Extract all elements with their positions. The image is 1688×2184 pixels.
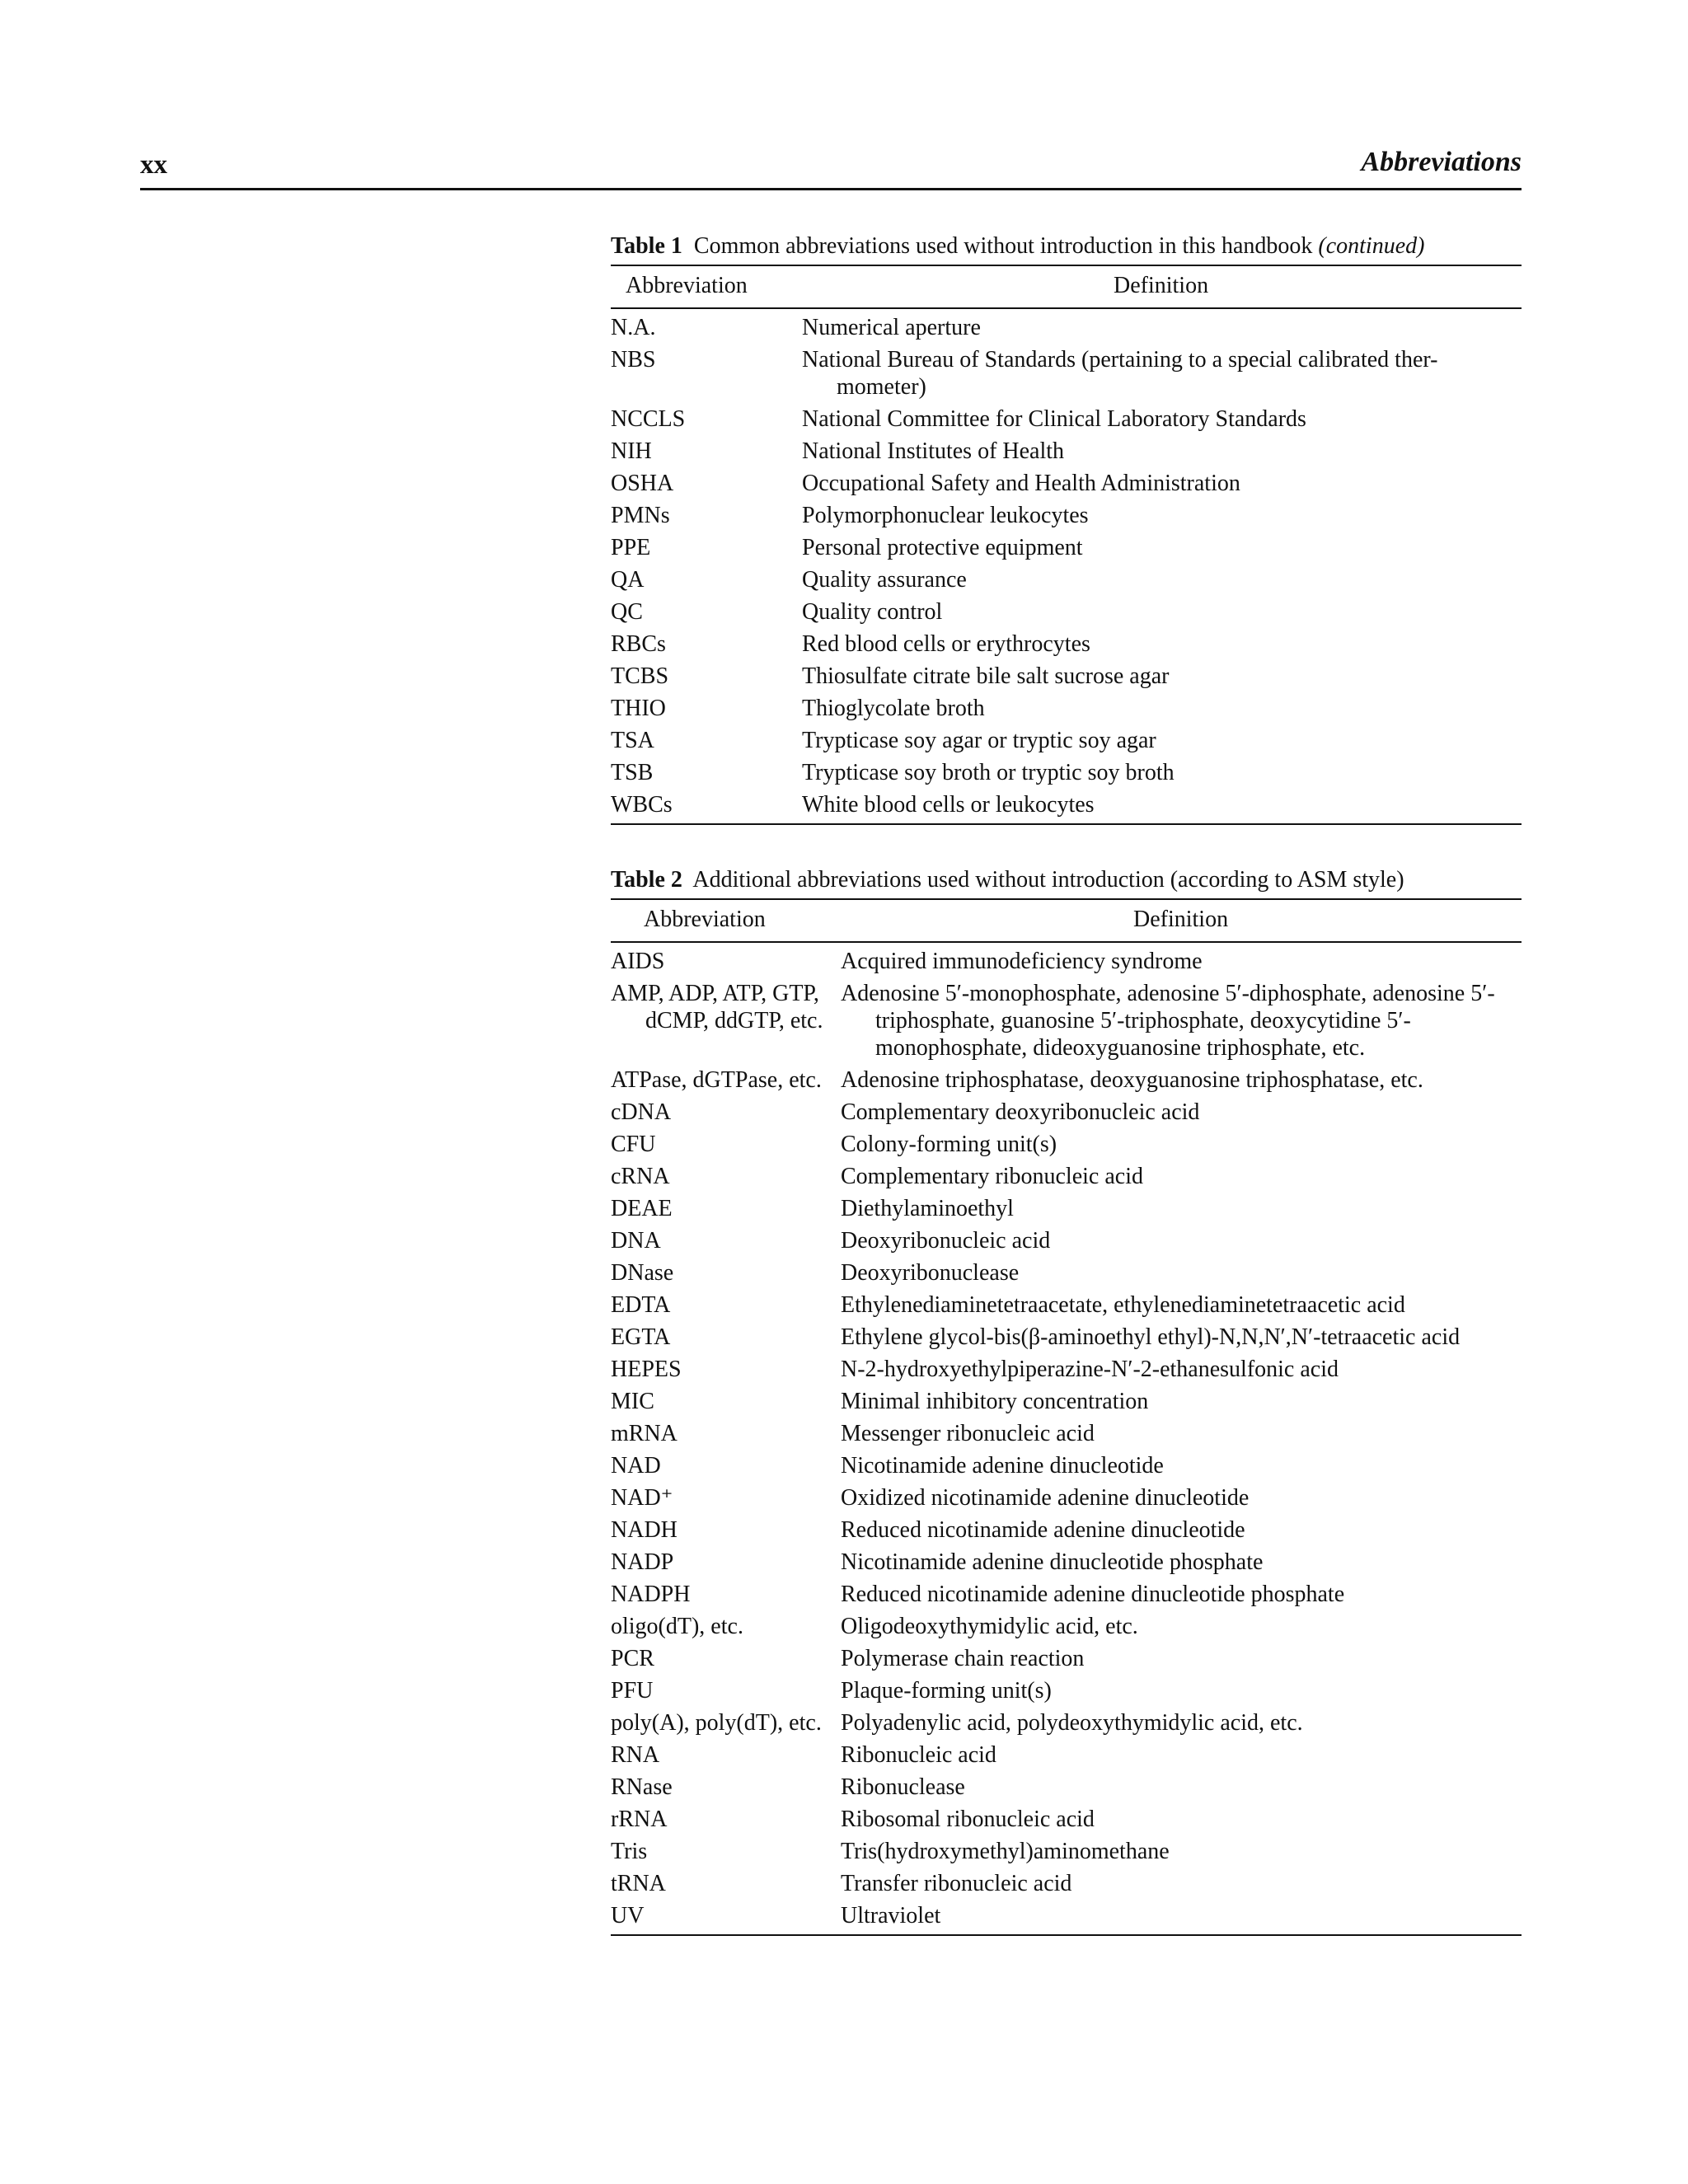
table-row (611, 502, 1522, 529)
running-head (140, 147, 1522, 190)
definition-cell: Deoxyribonuclease (841, 1260, 1020, 1286)
abbreviation-cell: EGTA (611, 1324, 671, 1350)
table-2-body (611, 948, 1522, 1929)
table-2-label: Table 2 (611, 867, 682, 893)
table-row (611, 438, 1522, 465)
definition-cell: Plaque-forming unit(s) (841, 1678, 1052, 1704)
abbreviation-cell: PCR (611, 1646, 654, 1671)
table-row (611, 1227, 1522, 1254)
definition-cell: Red blood cells or erythrocytes (802, 631, 1090, 657)
abbreviation-cell: oligo(dT), etc. (611, 1614, 743, 1639)
definition-cell: Quality control (802, 599, 943, 625)
table-1-caption-suffix: (continued) (1318, 233, 1425, 259)
definition-cell: Acquired immunodeficiency syndrome (841, 949, 1203, 974)
definition-cell: N-2-hydroxyethylpiperazine-N′-2-ethanesulfonic acid (841, 1357, 1339, 1382)
definition-cell: Trypticase soy agar or tryptic soy agar (802, 728, 1156, 753)
table-row (611, 1099, 1522, 1126)
definition-cell: Polyadenylic acid, polydeoxythymidylic acid, etc. (841, 1710, 1303, 1736)
table-row (611, 1645, 1522, 1672)
definition-cell: Nicotinamide adenine dinucleotide phosphate (841, 1549, 1264, 1575)
table-row (611, 1838, 1522, 1865)
table-row (611, 1066, 1522, 1094)
definition-cell: Ethylenediaminetetraacetate, ethylenediaminetetraacetic acid (841, 1292, 1405, 1318)
definition-cell: National Institutes of Health (802, 438, 1065, 464)
table-row (611, 1902, 1522, 1929)
table-row (611, 1452, 1522, 1479)
table-row (611, 1581, 1522, 1608)
table-row (611, 663, 1522, 690)
table-row (611, 1131, 1522, 1158)
definition-cell: Personal protective equipment (802, 535, 1083, 560)
table-2-col-abbreviation: Abbreviation (644, 907, 766, 932)
abbreviation-cell: QC (611, 599, 643, 625)
abbreviation-cell: WBCs (611, 792, 673, 818)
abbreviation-cell: RNase (611, 1774, 673, 1800)
definition-cell: Tris(hydroxymethyl)aminomethane (841, 1839, 1170, 1864)
abbreviation-cell: NADH (611, 1517, 678, 1543)
table-row (611, 314, 1522, 341)
abbreviation-cell: DNase (611, 1260, 674, 1286)
table-2-col-definition: Definition (1133, 907, 1229, 932)
abbreviation-cell: PPE (611, 535, 651, 560)
definition-cell: Reduced nicotinamide adenine dinucleotide phosphate (841, 1582, 1345, 1607)
table-row (611, 566, 1522, 593)
table-row (611, 1195, 1522, 1222)
definition-cell: Reduced nicotinamide adenine dinucleotide (841, 1517, 1245, 1543)
abbreviation-cell: AMP, ADP, ATP, GTP, dCMP, ddGTP, etc. (611, 981, 823, 1033)
table-row (611, 980, 1522, 1062)
definition-cell: Deoxyribonucleic acid (841, 1228, 1051, 1254)
table-row (611, 1549, 1522, 1576)
table-row (611, 948, 1522, 975)
abbreviation-cell: RBCs (611, 631, 666, 657)
table-row (611, 630, 1522, 658)
table-row (611, 1388, 1522, 1415)
abbreviation-cell: rRNA (611, 1807, 668, 1832)
table-row (611, 346, 1522, 401)
table-1 (611, 232, 1522, 825)
definition-cell: Nicotinamide adenine dinucleotide (841, 1453, 1164, 1479)
table-2 (611, 865, 1522, 1936)
abbreviation-cell: NADPH (611, 1582, 691, 1607)
table-row (611, 534, 1522, 561)
abbreviation-cell: ATPase, dGTPase, etc. (611, 1067, 822, 1093)
table-row (611, 1709, 1522, 1736)
definition-cell: Oligodeoxythymidylic acid, etc. (841, 1614, 1138, 1639)
abbreviation-cell: MIC (611, 1389, 654, 1414)
definition-cell: Thioglycolate broth (802, 696, 985, 721)
table-row (611, 1291, 1522, 1319)
table-1-caption-text: Common abbreviations used without introduction in this handbook (693, 233, 1313, 259)
definition-cell: Polymerase chain reaction (841, 1646, 1085, 1671)
table-row (611, 1806, 1522, 1833)
definition-cell: Thiosulfate citrate bile salt sucrose agar (802, 663, 1170, 689)
definition-cell: Occupational Safety and Health Administration (802, 471, 1240, 496)
table-row (611, 1356, 1522, 1383)
table-row (611, 791, 1522, 818)
definition-cell: Ultraviolet (841, 1903, 941, 1929)
table-row (611, 405, 1522, 433)
abbreviation-cell: OSHA (611, 471, 674, 496)
abbreviation-cell: tRNA (611, 1871, 666, 1896)
abbreviation-cell: TCBS (611, 663, 669, 689)
abbreviation-cell: N.A. (611, 315, 656, 340)
definition-cell: Oxidized nicotinamide adenine dinucleotide (841, 1485, 1250, 1511)
table-row (611, 1163, 1522, 1190)
table-2-caption (611, 865, 1522, 895)
abbreviation-cell: mRNA (611, 1421, 678, 1446)
definition-cell: Adenosine 5′-monophosphate, adenosine 5′-diphosphate, adenosine 5′-triphosphate, guanosine 5′-triphosphate, deoxycytidine 5′-monophosphate, dideoxyguanosine triphosphate, etc. (841, 981, 1495, 1061)
abbreviation-cell: HEPES (611, 1357, 682, 1382)
definition-cell: Complementary deoxyribonucleic acid (841, 1099, 1200, 1125)
table-row (611, 1870, 1522, 1897)
table-2-bottom-rule (611, 1934, 1522, 1936)
table-row (611, 1516, 1522, 1544)
abbreviation-cell: CFU (611, 1132, 656, 1157)
table-1-col-abbreviation: Abbreviation (626, 273, 748, 298)
definition-cell: Numerical aperture (802, 315, 981, 340)
abbreviation-cell: UV (611, 1903, 645, 1929)
table-1-bottom-rule (611, 823, 1522, 825)
abbreviation-cell: cRNA (611, 1164, 670, 1189)
definition-cell: Transfer ribonucleic acid (841, 1871, 1072, 1896)
abbreviation-cell: PFU (611, 1678, 654, 1704)
definition-cell: Polymorphonuclear leukocytes (802, 503, 1089, 528)
definition-cell: Quality assurance (802, 567, 967, 593)
definition-cell: National Committee for Clinical Laboratory Standards (802, 406, 1306, 432)
table-1-header-row (611, 265, 1522, 309)
abbreviation-cell: QA (611, 567, 645, 593)
abbreviation-cell: NBS (611, 347, 656, 373)
abbreviation-cell: PMNs (611, 503, 670, 528)
abbreviation-cell: poly(A), poly(dT), etc. (611, 1710, 822, 1736)
table-row (611, 1613, 1522, 1640)
abbreviation-cell: AIDS (611, 949, 665, 974)
table-row (611, 1677, 1522, 1704)
abbreviation-cell: RNA (611, 1742, 660, 1768)
abbreviation-cell: NCCLS (611, 406, 686, 432)
table-1-label: Table 1 (611, 233, 682, 259)
table-row (611, 1420, 1522, 1447)
table-row (611, 727, 1522, 754)
table-1-caption (611, 232, 1522, 261)
abbreviation-cell: TSA (611, 728, 654, 753)
table-row (611, 1741, 1522, 1769)
table-row (611, 470, 1522, 497)
table-1-col-definition: Definition (1114, 273, 1209, 298)
definition-cell: Complementary ribonucleic acid (841, 1164, 1143, 1189)
abbreviation-cell: DNA (611, 1228, 661, 1254)
abbreviation-cell: NAD (611, 1453, 661, 1479)
definition-cell: Ribonucleic acid (841, 1742, 996, 1768)
abbreviation-cell: DEAE (611, 1196, 673, 1221)
definition-cell: Messenger ribonucleic acid (841, 1421, 1095, 1446)
page-number: xx (140, 150, 167, 180)
definition-cell: Adenosine triphosphatase, deoxyguanosine triphosphatase, etc. (841, 1067, 1423, 1093)
definition-cell: Ribosomal ribonucleic acid (841, 1807, 1095, 1832)
abbreviation-cell: EDTA (611, 1292, 671, 1318)
table-row (611, 759, 1522, 786)
definition-cell: Diethylaminoethyl (841, 1196, 1014, 1221)
table-2-header-row (611, 898, 1522, 943)
abbreviation-cell: NIH (611, 438, 652, 464)
table-1-body (611, 314, 1522, 818)
table-2-caption-text: Additional abbreviations used without introduction (according to ASM style) (692, 867, 1404, 893)
definition-cell: Ethylene glycol-bis(β-aminoethyl ethyl)-N,N,N′,N′-tetraacetic acid (841, 1324, 1461, 1350)
abbreviation-cell: cDNA (611, 1099, 672, 1125)
table-row (611, 695, 1522, 722)
definition-cell: White blood cells or leukocytes (802, 792, 1095, 818)
section-title: Abbreviations (1361, 147, 1522, 177)
table-row (611, 1774, 1522, 1801)
definition-cell: National Bureau of Standards (pertaining to a special calibrated ther-mometer) (802, 347, 1438, 400)
definition-cell: Trypticase soy broth or tryptic soy broth (802, 760, 1175, 785)
table-row (611, 1484, 1522, 1511)
definition-cell: Colony-forming unit(s) (841, 1132, 1057, 1157)
definition-cell: Ribonuclease (841, 1774, 965, 1800)
abbreviation-cell: Tris (611, 1839, 648, 1864)
abbreviation-cell: NADP (611, 1549, 674, 1575)
abbreviation-cell: THIO (611, 696, 666, 721)
definition-cell: Minimal inhibitory concentration (841, 1389, 1149, 1414)
abbreviation-cell: TSB (611, 760, 654, 785)
table-row (611, 1259, 1522, 1286)
table-row (611, 598, 1522, 626)
table-row (611, 1324, 1522, 1351)
abbreviation-cell: NAD⁺ (611, 1485, 673, 1511)
